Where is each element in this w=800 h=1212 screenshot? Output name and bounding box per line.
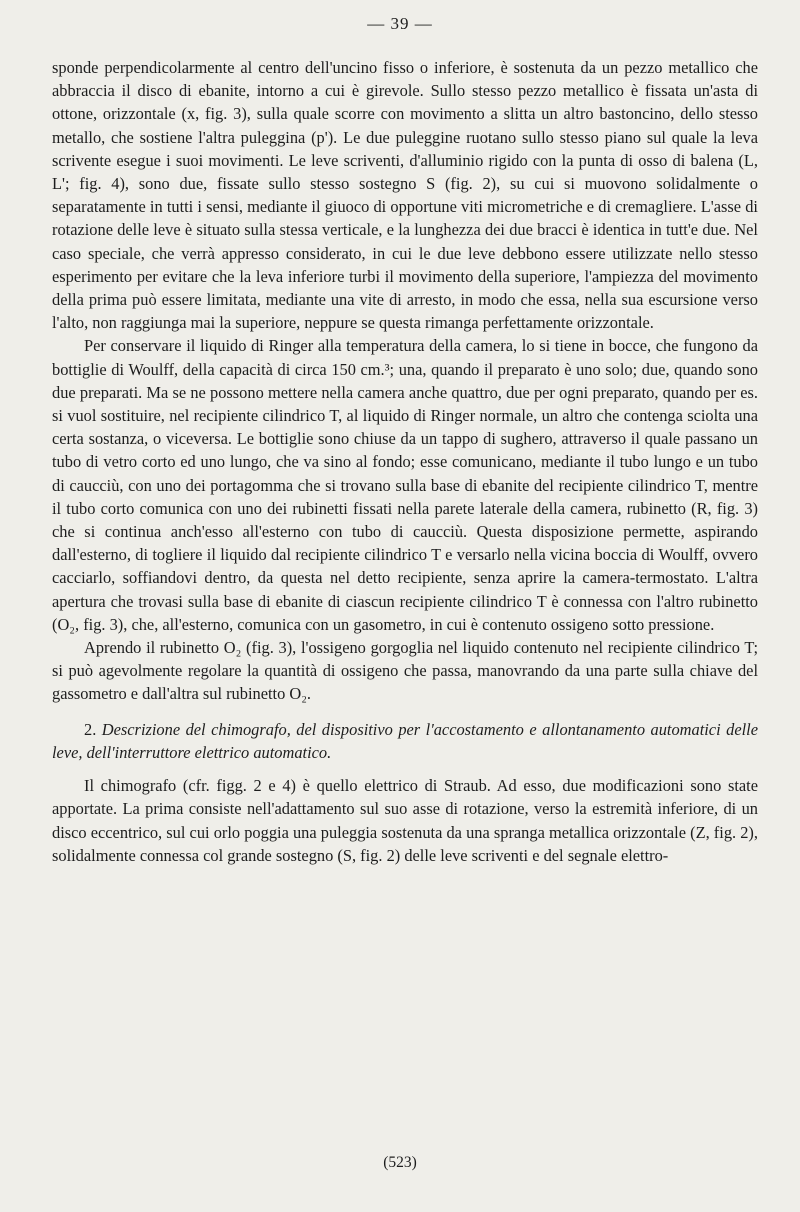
paragraph-3: Aprendo il rubinetto O₂ (fig. 3), l'ossigeno gorgoglia nel liquido contenuto nel recipiente cilindrico T; si può agevolmente regolare la quantità di ossigeno che passa, manovrando da una parte sulla chiave del gassometro e dall'altra sul rubinetto O₂. — [52, 638, 758, 704]
paragraph-4: Il chimografo (cfr. figg. 2 e 4) è quello elettrico di Straub. Ad esso, due modificazioni sono state apportate. La prima consiste nell'adattamento sul suo asse di rotazione, verso la estremità inferiore, di un disco eccentrico, sul cui orlo poggia una puleggia sostenuta da una spranga metallica orizzontale (Z, fig. 2), solidalmente connessa col grande sostegno (S, fig. 2) delle leve scriventi e del segnale elettro- — [52, 776, 758, 865]
body-text — [52, 56, 758, 867]
section-number: 2. — [84, 719, 97, 739]
page-number: — 39 — — [367, 14, 433, 33]
section-heading — [52, 718, 758, 764]
paragraph-1: sponde perpendicolarmente al centro dell'uncino fisso o inferiore, è sostenuta da un pezzo metallico che abbraccia il disco di ebanite, intorno a cui è girevole. Sullo stesso pezzo metallico è fissata un'asta di ottone, orizzontale (x, fig. 3), sulla quale scorre con movimento a slitta un altro bastoncino, dello stesso metallo, che sostiene l'altra puleggina (p'). Le due puleggine ruotano sullo stesso piano sul quale la leva scrivente esegue i suoi movimenti. Le leve scriventi, d'alluminio rigido con la punta di osso di balena (L, L'; fig. 4), sono due, fissate sullo stesso sostegno S (fig. 2), su cui si muovono solidalmente o separatamente in tutti i sensi, mediante il giuoco di opportune viti micrometriche e di cremagliere. L'asse di rotazione delle leve è situato sulla stessa verticale, e la lunghezza dei due bracci è identica in tutt'e due. Nel caso speciale, che verrà appresso considerato, in cui le due leve debbono essere utilizzate nello stesso esperimento per evitare che la leva inferiore turbi il movimento della superiore, l'ampiezza del movimento della prima può essere limitata, mediante una vite di arresto, in modo che essa, nella sua escursione verso l'alto, non raggiunga mai la superiore, neppure se questa rimanga perfettamente orizzontale. — [52, 58, 758, 333]
folio-number: (523) — [383, 1154, 417, 1171]
section-title: Descrizione del chimografo, del dispositivo per l'accostamento e allontanamento automatici delle leve, dell'interruttore elettrico automatico. — [52, 719, 758, 762]
paragraph-2: Per conservare il liquido di Ringer alla temperatura della camera, lo si tiene in bocce, che fungono da bottiglie di Woulff, della capacità di circa 150 cm.³; una, quando il preparato è uno solo; due, quando sono due preparati. Ma se ne possono mettere nella camera anche quattro, due per ogni preparato, quando per es. si vuol sostituire, nel recipiente cilindrico T, al liquido di Ringer normale, un altro che contenga sciolta una certa sostanza, o viceversa. Le bottiglie sono chiuse da un tappo di sughero, attraverso il quale passano un tubo di vetro corto ed uno lungo, che va sino al fondo; esse comunicano, mediante il tubo lungo e un tubo di caucciù, con uno dei portagomma che si trovano sulla base di ebanite del recipiente cilindrico T, mentre il tubo corto comunica con uno dei rubinetti fissati nella parete laterale della camera, rubinetto (R, fig. 3) che si continua anch'esso all'esterno con tubo di caucciù. Questa disposizione permette, aspirando dall'esterno, di togliere il liquido dal recipiente cilindrico T e versarlo nella vicina boccia di Woulff, ovvero cacciarlo, soffiandovi dentro, da questa nel detto recipiente, senza aprire la camera-termostato. L'altra apertura che trovasi sulla base di ebanite di ciascun recipiente cilindrico T è connessa con l'altro rubinetto (O₂, fig. 3), che, all'esterno, comunica con un gasometro, in cui è contenuto ossigeno sotto pressione. — [52, 336, 758, 634]
